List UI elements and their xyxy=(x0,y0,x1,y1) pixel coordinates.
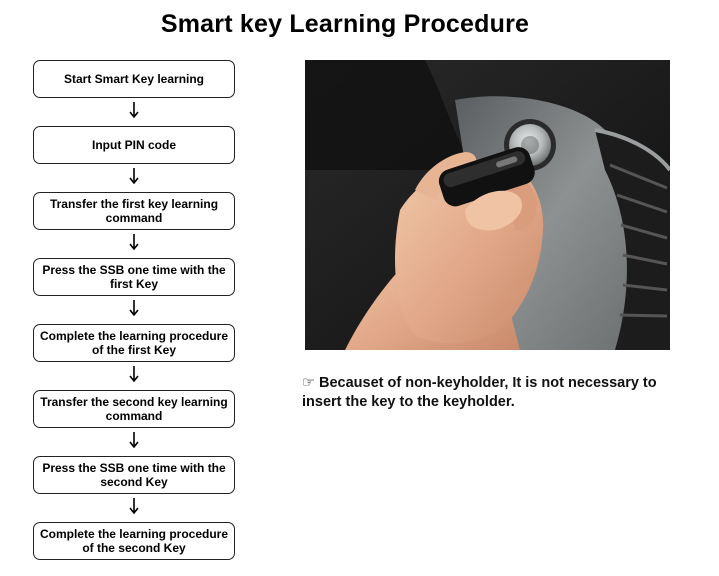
step-label: Transfer the first key learning command xyxy=(49,197,219,225)
down-arrow-icon xyxy=(127,232,141,252)
step-label: Press the SSB one time with the second Key xyxy=(42,461,226,489)
step-label: Start Smart Key learning xyxy=(63,72,205,86)
step-complete-second-key xyxy=(33,522,235,560)
note-text: Becauset of non-keyholder, It is not necessary to insert the key to the keyholder. xyxy=(302,375,657,410)
step-label: Complete the learning procedure of the first Key xyxy=(39,329,229,357)
step-transfer-second-command xyxy=(33,390,235,428)
page-title: Smart key Learning Procedure xyxy=(160,10,530,38)
step-press-ssb-first-key xyxy=(33,258,235,296)
pointing-hand-icon: ☞ xyxy=(302,375,315,391)
step-input-pin xyxy=(33,126,235,164)
photo-illustration xyxy=(305,60,670,350)
step-label: Press the SSB one time with the first Key xyxy=(42,263,226,291)
down-arrow-icon xyxy=(127,496,141,516)
step-label: Complete the learning procedure of the second Key xyxy=(39,527,229,555)
down-arrow-icon xyxy=(127,298,141,318)
step-press-ssb-second-key xyxy=(33,456,235,494)
down-arrow-icon xyxy=(127,166,141,186)
smart-key-photo xyxy=(305,60,670,350)
step-start-learning xyxy=(33,60,235,98)
down-arrow-icon xyxy=(127,100,141,120)
down-arrow-icon xyxy=(127,364,141,384)
step-label: Input PIN code xyxy=(92,138,176,152)
keyholder-note xyxy=(302,374,692,412)
step-label: Transfer the second key learning command xyxy=(40,395,228,423)
step-complete-first-key xyxy=(33,324,235,362)
down-arrow-icon xyxy=(127,430,141,450)
step-transfer-first-command xyxy=(33,192,235,230)
